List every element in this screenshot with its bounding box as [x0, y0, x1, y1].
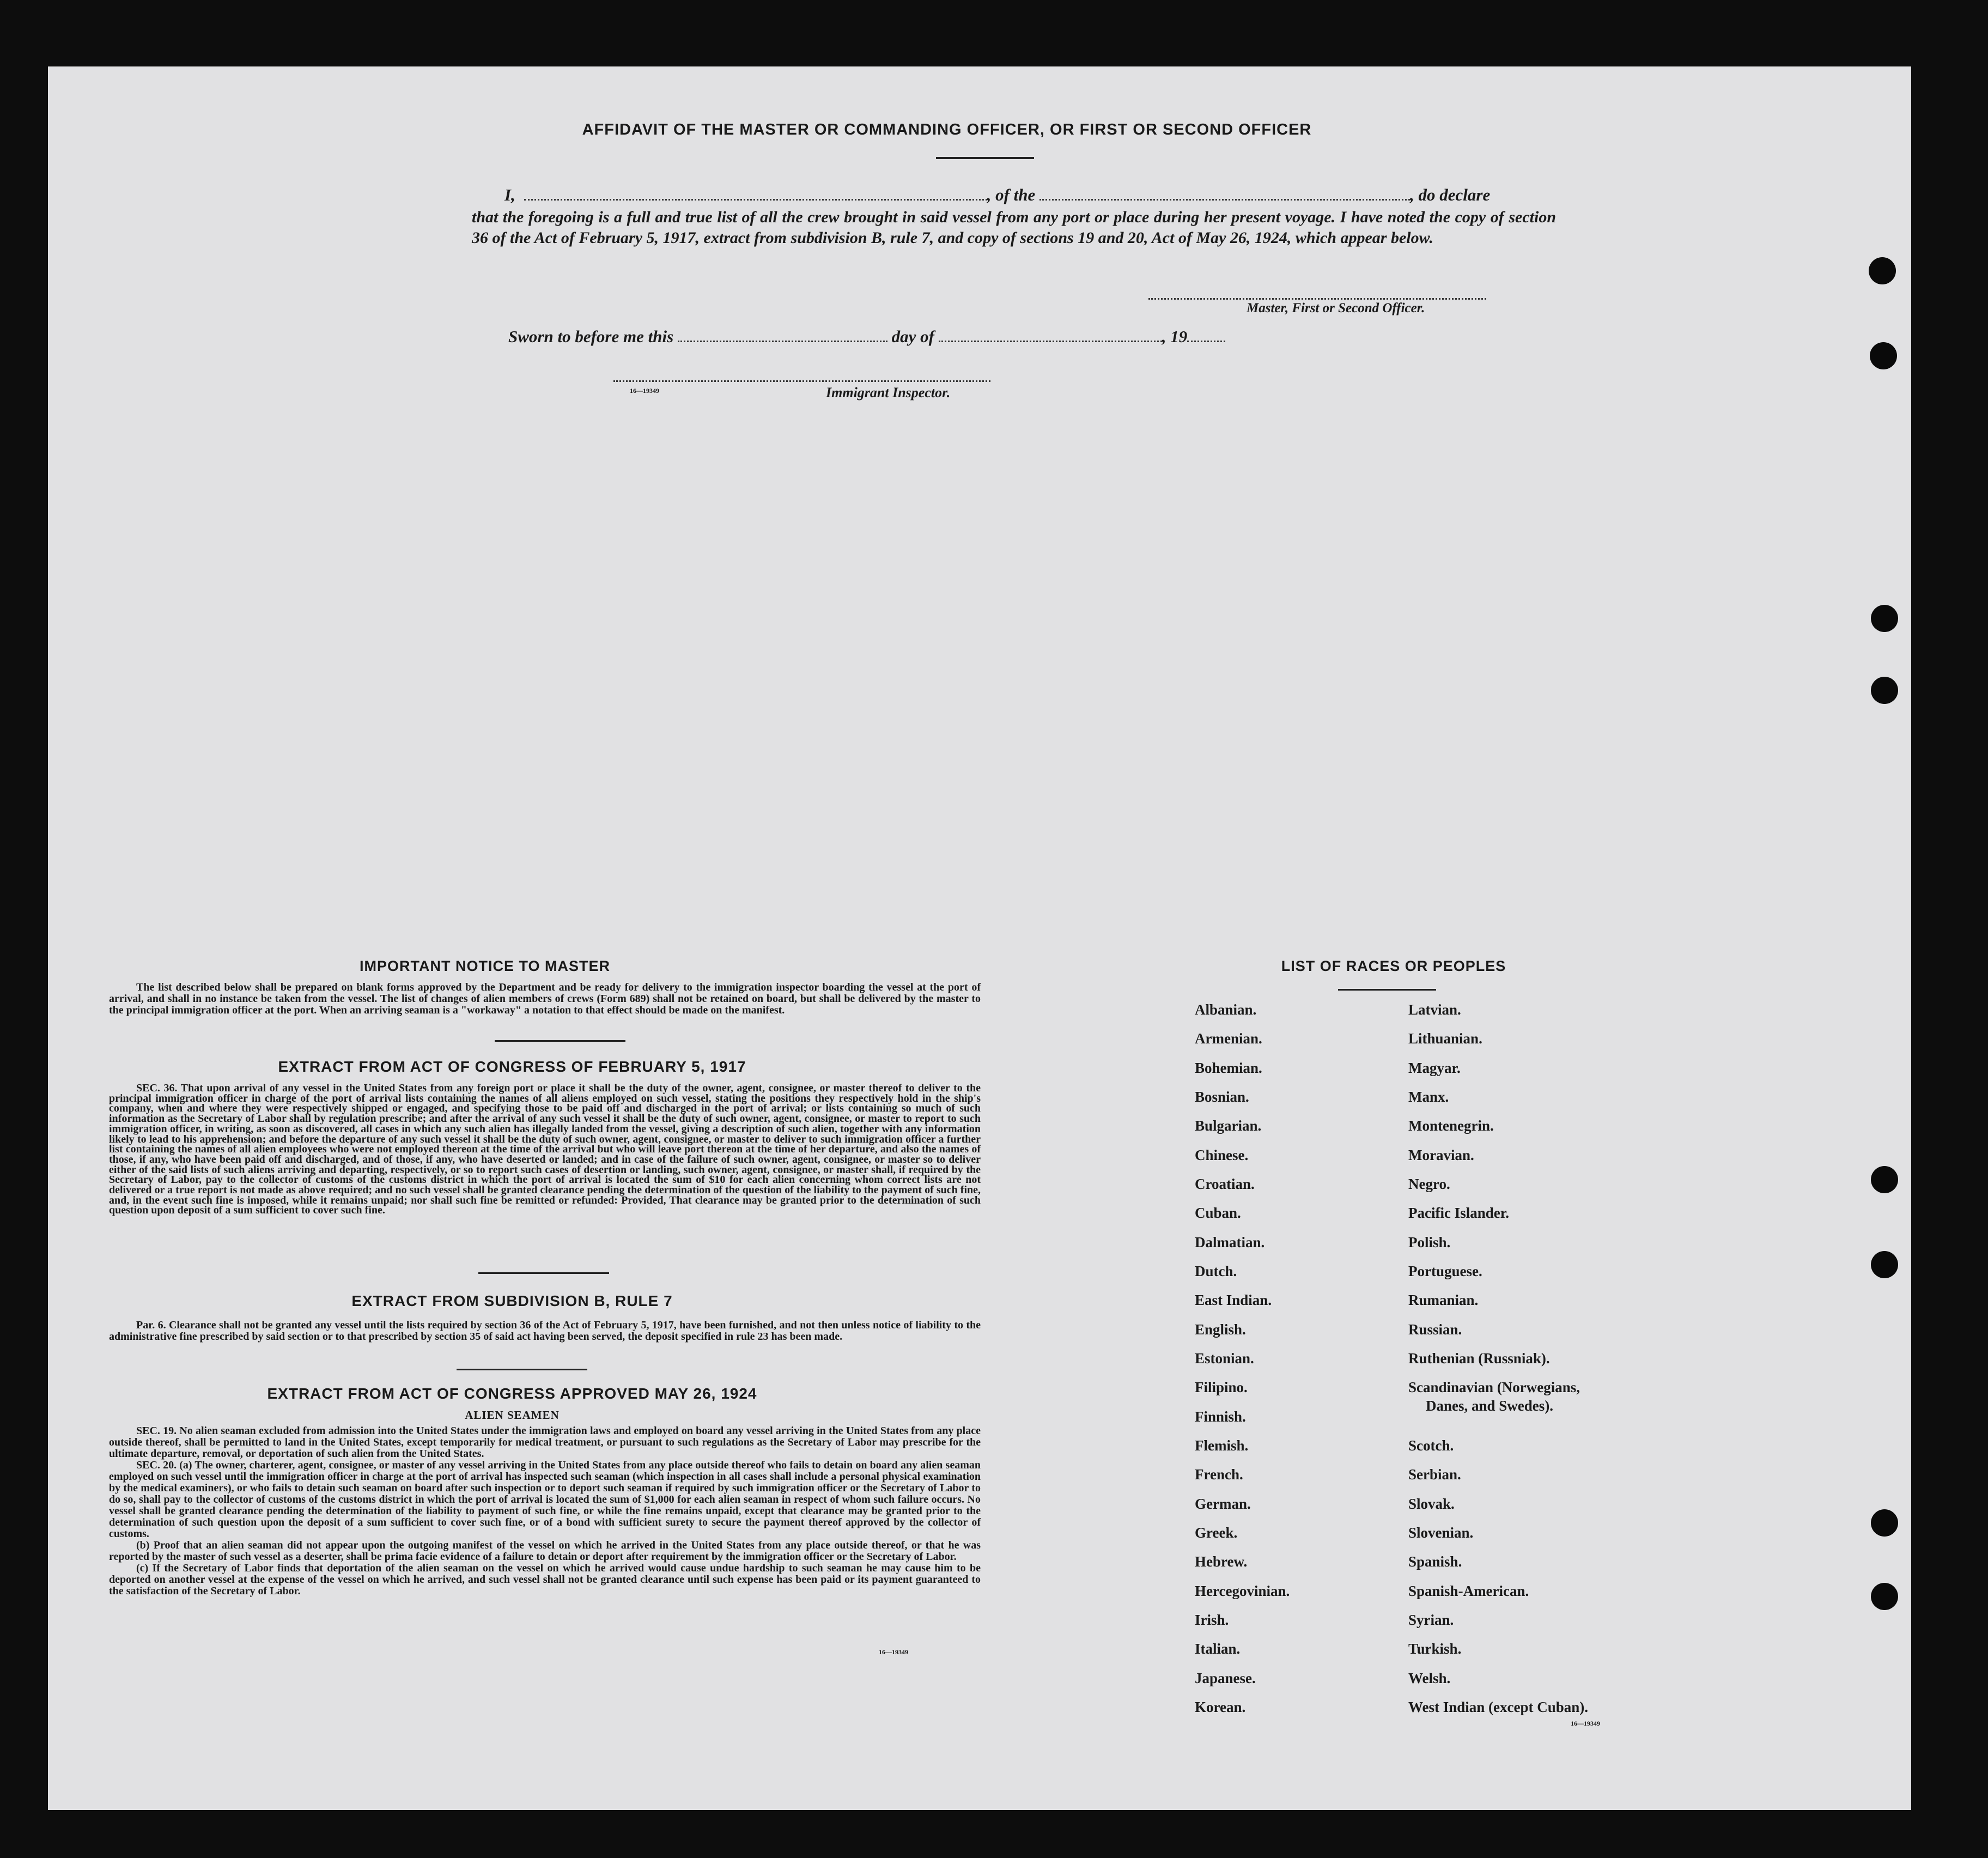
- race-item: Scotch.: [1408, 1437, 1454, 1454]
- affidavit-form-number: 16—19349: [630, 387, 659, 394]
- notice-text: The list described below shall be prepared on blank forms approved by the Department and be ready for delivery to the immigration inspector boarding the vessel at the port of arrival, and shall in no instance be taken from the vessel. The list of changes of alien members of crews (Form 689) shall not be retained on board, but shall be delivered by the master to the principal immigration officer at the port. When an arriving seaman is a "workaway" a notation to that effect should be made on the manifest.: [109, 981, 981, 1016]
- race-item: East Indian.: [1195, 1292, 1272, 1308]
- sec19-text: SEC. 19. No alien seaman excluded from admission into the United States under the immigration laws and employed on board any vessel arriving in the United States from any place outside thereof, shall be permitted to land in the United States, except temporarily for medical treatment, or pursuant to such regulations as the Secretary of Labor may prescribe for the ultimate departure, removal, or deportation of such alien from the United States.: [109, 1425, 981, 1460]
- extract-1924-form-number: 16—19349: [879, 1648, 908, 1656]
- race-item: Armenian.: [1195, 1030, 1262, 1047]
- race-item: Hebrew.: [1195, 1553, 1248, 1570]
- punch-hole: [1871, 677, 1898, 704]
- affidavit-body: that the foregoing is a full and true list of all the crew brought in said vessel from any port or place during her present voyage. I have noted the copy of section 36 of the Act of February 5, 1917, extract from subdivision B, rule 7, and copy of sections 19 and 20, Act of May 26, 1924, which appear below.: [472, 208, 1556, 247]
- extract-1924-body: [109, 1425, 981, 1597]
- race-item: Pacific Islander.: [1408, 1205, 1509, 1221]
- master-signature-label: Master, First or Second Officer.: [1247, 301, 1425, 315]
- race-item: Lithuanian.: [1408, 1030, 1482, 1047]
- sec20a-text: SEC. 20. (a) The owner, charterer, agent, consignee, or master of any vessel arriving in the United States from any place outside thereof who fails to detain on board any alien seaman employed on such vessel until the immigration officer in charge at the port of arrival has inspected such seaman (which inspection in all cases shall include a personal physical examination by the medical examiners), or who fails to detain such seaman on board after such inspection or to deport such seaman if required by such immigration officer or the Secretary of Labor to do so, shall pay to the collector of customs of the customs district in which the port of arrival is located the sum of $1,000 for each alien seaman in respect of whom such failure occurs. No vessel shall be granted clearance pending the determination of the liability to payment of such fine, or while the fine remains unpaid, except that clearance may be granted prior to the determination of such question upon the deposit of a sum sufficient to cover such fine, or of a bond with sufficient surety to secure the payment thereof approved by the collector of customs.: [109, 1459, 981, 1540]
- punch-hole: [1871, 1583, 1898, 1610]
- inspector-signature-line[interactable]: [613, 380, 990, 382]
- race-item: Dutch.: [1195, 1263, 1237, 1279]
- races-title-rule: [1338, 989, 1436, 991]
- race-item: Manx.: [1408, 1089, 1449, 1105]
- race-item: English.: [1195, 1321, 1246, 1338]
- extract-1924-subtitle: ALIEN SEAMEN: [465, 1408, 560, 1422]
- affidavit-i-label: I,: [504, 185, 515, 204]
- punch-hole: [1871, 1166, 1898, 1193]
- race-item: Croatian.: [1195, 1176, 1255, 1192]
- year-label: , 19: [1162, 327, 1188, 346]
- affidavit-title: AFFIDAVIT OF THE MASTER OR COMMANDING OFFICER, OR FIRST OR SECOND OFFICER: [582, 121, 1312, 138]
- race-item: Slovenian.: [1408, 1525, 1474, 1541]
- race-item: Turkish.: [1408, 1641, 1462, 1657]
- race-item: Rumanian.: [1408, 1292, 1479, 1308]
- race-item: Bulgarian.: [1195, 1118, 1262, 1134]
- race-item: Montenegrin.: [1408, 1118, 1494, 1134]
- race-item: Scandinavian (Norwegians,: [1408, 1379, 1580, 1395]
- race-item: Russian.: [1408, 1321, 1462, 1338]
- race-item: Chinese.: [1195, 1147, 1249, 1163]
- sworn-month-blank[interactable]: [939, 341, 1162, 342]
- race-item: Slovak.: [1408, 1496, 1455, 1512]
- race-item: Albanian.: [1195, 1001, 1257, 1018]
- extract-rule7-text: Par. 6. Clearance shall not be granted any vessel until the lists required by section 36 of the Act of February 5, 1917, have been furnished, and not then unless notice of liability to the administrative fine prescribed by said section or to that prescribed by section 35 of said act having been served, the deposit specified in rule 23 has been made.: [109, 1319, 981, 1343]
- race-item: Moravian.: [1408, 1147, 1474, 1163]
- race-item: Filipino.: [1195, 1379, 1248, 1395]
- punch-hole: [1871, 605, 1898, 632]
- year-blank[interactable]: [1187, 341, 1225, 342]
- extract-1924-top-rule: [457, 1369, 587, 1370]
- race-item: Syrian.: [1408, 1612, 1454, 1628]
- race-item: Dalmatian.: [1195, 1234, 1265, 1250]
- race-item: Bohemian.: [1195, 1060, 1262, 1076]
- affidavit-do-declare-label: , do declare: [1410, 185, 1491, 204]
- document-sheet: [48, 66, 1911, 1810]
- race-item: Japanese.: [1195, 1670, 1256, 1686]
- race-item: Ruthenian (Russniak).: [1408, 1350, 1550, 1367]
- name-blank[interactable]: [524, 199, 987, 201]
- affidavit-declaration-line: [504, 185, 1556, 205]
- race-item: Finnish.: [1195, 1408, 1246, 1425]
- punch-hole: [1869, 257, 1896, 284]
- race-item: Irish.: [1195, 1612, 1229, 1628]
- race-item: Welsh.: [1408, 1670, 1451, 1686]
- extract-1917-text: SEC. 36. That upon arrival of any vessel in the United States from any foreign port or place it shall be the duty of the owner, agent, consignee, or master thereof to deliver to the principal immigration officer in charge of the port of arrival lists containing the names of all aliens employed on such vessel, stating the positions they respectively hold in the ship's company, when and where they were respectively shipped or engaged, and specifying those to be paid off and discharged in the port of arrival; or lists containing so much of such information as the Secretary of Labor shall by regulation prescribe; and after the arrival of any such vessel it shall be the duty of such owner, agent, consignee, or master to report to such immigration officer, in writing, as soon as discovered, all cases in which any such alien has illegally landed from the vessel, giving a description of such alien, together with any information likely to lead to his apprehension; and before the departure of any such vessel it shall be the duty of such owner, agent, consignee, or master to deliver to such immigration officer a further list containing the names of all alien employees who were not employed thereon at the time of the arrival but who will leave port thereon at the time of her departure, and also the names of those, if any, who have been paid off and discharged, and of those, if any, who have deserted or landed; and in case of the failure of such owner, agent, consignee, or master so to deliver either of the said lists of such aliens arriving and departing, respectively, or so to report such cases of desertion or landing, such owner, agent, consignee, or master shall, if required by the Secretary of Labor, pay to the collector of customs of the customs district in which the port of arrival is located the sum of $10 for each alien concerning whom correct lists are not delivered or a true report is not made as above required; and no such vessel shall be granted clearance pending the determination of the question of the liability to the payment of such fine, and, in the event such fine is imposed, while it remains unpaid; nor shall such fine be remitted or refunded: Provided, That clearance may be granted prior to the determination of such question upon deposit of a sum sufficient to cover such fine.: [109, 1082, 981, 1217]
- race-item: Hercegovinian.: [1195, 1583, 1290, 1599]
- master-signature-line[interactable]: [1148, 298, 1486, 300]
- sec20b-text: (b) Proof that an alien seaman did not appear upon the outgoing manifest of the vessel on which he arrived in the United States from any place outside thereof, or that he was reported by the master of such vessel as a deserter, shall be prima facie evidence of a failure to detain or deport after requirement by the immigration officer or the Secretary of Labor.: [109, 1539, 981, 1563]
- affidavit-of-the-label: , of the: [987, 185, 1036, 204]
- sec20c-text: (c) If the Secretary of Labor finds that deportation of the alien seaman on the vessel on which he arrived would cause undue hardship to such seaman he may cause him to be deported on another vessel at the expense of the vessel on which he arrived, and such vessel shall not be granted clearance until such expense has been paid or its payment guaranteed to the satisfaction of the Secretary of Labor.: [109, 1562, 981, 1597]
- notice-title: IMPORTANT NOTICE TO MASTER: [360, 958, 610, 974]
- race-item: Italian.: [1195, 1641, 1241, 1657]
- affidavit-title-rule: [936, 157, 1034, 159]
- sworn-day-blank[interactable]: [678, 341, 887, 342]
- sworn-line: [508, 327, 1326, 347]
- race-item: Danes, and Swedes).: [1426, 1398, 1554, 1414]
- race-item: Greek.: [1195, 1525, 1238, 1541]
- race-item: French.: [1195, 1466, 1243, 1483]
- races-form-number: 16—19349: [1571, 1720, 1600, 1727]
- day-of-label: day of: [891, 327, 934, 346]
- race-item: Korean.: [1195, 1699, 1246, 1715]
- inspector-label: Immigrant Inspector.: [826, 385, 951, 400]
- extract-rule7-title: EXTRACT FROM SUBDIVISION B, RULE 7: [351, 1292, 673, 1309]
- punch-hole: [1871, 1251, 1898, 1278]
- race-item: Bosnian.: [1195, 1089, 1249, 1105]
- race-item: Latvian.: [1408, 1001, 1461, 1018]
- race-item: Cuban.: [1195, 1205, 1241, 1221]
- rule7-top-rule: [478, 1272, 609, 1274]
- vessel-blank[interactable]: [1039, 199, 1410, 201]
- race-item: West Indian (except Cuban).: [1408, 1699, 1589, 1715]
- race-item: Estonian.: [1195, 1350, 1254, 1367]
- punch-hole: [1870, 342, 1897, 369]
- race-item: Portuguese.: [1408, 1263, 1482, 1279]
- race-item: Serbian.: [1408, 1466, 1461, 1483]
- extract-1924-title: EXTRACT FROM ACT OF CONGRESS APPROVED MAY 26, 1924: [267, 1385, 757, 1402]
- race-item: Spanish-American.: [1408, 1583, 1529, 1599]
- race-item: Negro.: [1408, 1176, 1450, 1192]
- punch-hole: [1871, 1509, 1898, 1537]
- race-item: Flemish.: [1195, 1437, 1249, 1454]
- races-title: LIST OF RACES OR PEOPLES: [1281, 958, 1506, 974]
- race-item: German.: [1195, 1496, 1251, 1512]
- race-item: Polish.: [1408, 1234, 1451, 1250]
- race-item: Spanish.: [1408, 1553, 1462, 1570]
- sworn-label: Sworn to before me this: [508, 327, 674, 346]
- extract-1917-title: EXTRACT FROM ACT OF CONGRESS OF FEBRUARY 5, 1917: [278, 1058, 746, 1075]
- notice-rule: [495, 1040, 625, 1042]
- race-item: Magyar.: [1408, 1060, 1461, 1076]
